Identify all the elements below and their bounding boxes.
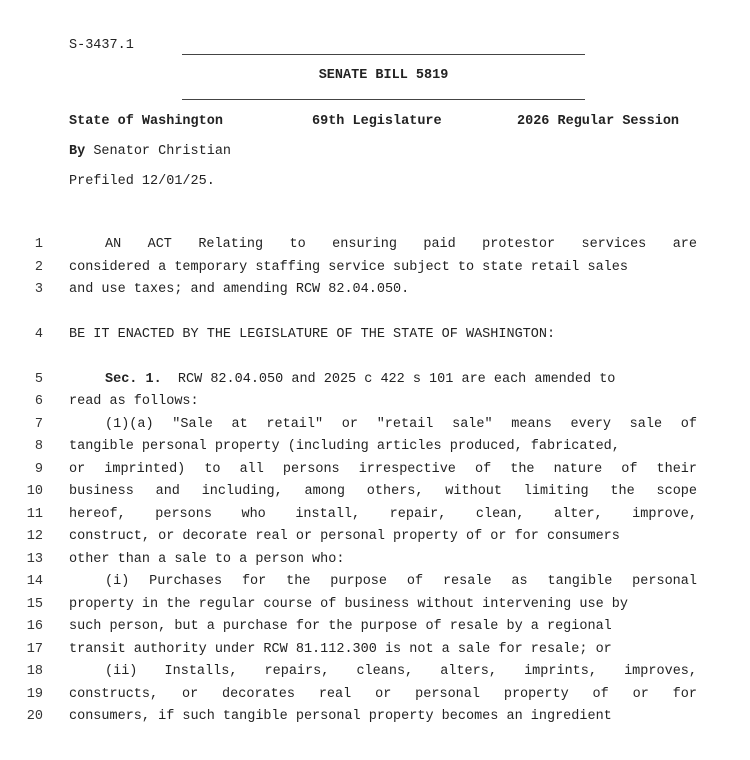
bill-code: S-3437.1 (69, 38, 134, 53)
section-heading: Sec. 1. (105, 372, 162, 387)
line-number: 17 (26, 642, 43, 657)
line-number: 20 (26, 709, 43, 724)
line-number: 12 (26, 529, 43, 544)
line-text: other than a sale to a person who: (69, 552, 345, 567)
state-label: State of Washington (69, 114, 223, 129)
bill-line (0, 417, 750, 433)
line-number: 4 (34, 327, 43, 342)
line-number: 15 (26, 597, 43, 612)
line-number: 8 (34, 439, 43, 454)
bill-line (0, 394, 750, 410)
line-number: 7 (34, 417, 43, 432)
line-number: 19 (26, 687, 43, 702)
line-text: AN ACT Relating to ensuring paid protestor services are (105, 237, 697, 252)
line-number: 11 (26, 507, 43, 522)
line-text: construct, or decorate real or personal property of or for consumers (69, 529, 620, 544)
bill-line (0, 664, 750, 680)
line-text (69, 372, 697, 388)
bill-line (0, 237, 750, 253)
line-text: transit authority under RCW 81.112.300 is not a sale for resale; or (69, 642, 612, 657)
section-text: RCW 82.04.050 and 2025 c 422 s 101 are each amended to (161, 372, 616, 387)
line-number: 9 (34, 462, 43, 477)
bill-title: SENATE BILL 5819 (318, 68, 449, 83)
line-number: 13 (26, 552, 43, 567)
session-label: 2026 Regular Session (517, 114, 680, 129)
line-text: read as follows: (69, 394, 199, 409)
bill-line (0, 260, 750, 276)
line-text: hereof, persons who install, repair, clean, alter, improve, (69, 507, 697, 522)
line-text: tangible personal property (including articles produced, fabricated, (69, 439, 620, 454)
line-text: property in the regular course of business without intervening use by (69, 597, 628, 612)
line-number: 14 (26, 574, 43, 589)
bill-line (0, 709, 750, 725)
line-number: 10 (26, 484, 43, 499)
bill-line (0, 462, 750, 478)
by-label: By (69, 144, 86, 159)
bill-line (0, 372, 750, 388)
legislature-label: 69th Legislature (312, 114, 442, 129)
bill-line (0, 282, 750, 298)
line-number: 16 (26, 619, 43, 634)
line-number: 1 (34, 237, 43, 252)
line-text: considered a temporary staffing service subject to state retail sales (69, 260, 628, 275)
line-text: (ii) Installs, repairs, cleans, alters, imprints, improves, (105, 664, 697, 679)
prefiled-date: Prefiled 12/01/25. (69, 174, 215, 189)
bottom-rule (182, 99, 585, 100)
line-number: 2 (34, 260, 43, 275)
bill-line (0, 619, 750, 635)
bill-line (0, 574, 750, 590)
bill-line (0, 642, 750, 658)
bill-line (0, 507, 750, 523)
bill-line (0, 529, 750, 545)
line-text: or imprinted) to all persons irrespective of the nature of their (69, 462, 697, 477)
bill-line (0, 439, 750, 455)
line-text: (i) Purchases for the purpose of resale as tangible personal (105, 574, 697, 589)
sponsor-name: Senator Christian (93, 144, 232, 159)
bill-line (0, 327, 750, 343)
bill-line (0, 687, 750, 703)
line-number: 5 (34, 372, 43, 387)
bill-line (0, 597, 750, 613)
line-text: constructs, or decorates real or personal property of or for (69, 687, 697, 702)
line-number: 3 (34, 282, 43, 297)
line-number: 6 (34, 394, 43, 409)
sponsor-line (69, 144, 231, 160)
top-rule (182, 54, 585, 55)
line-number: 18 (26, 664, 43, 679)
bill-line (0, 484, 750, 500)
line-text: BE IT ENACTED BY THE LEGISLATURE OF THE STATE OF WASHINGTON: (69, 327, 556, 342)
line-text: business and including, among others, without limiting the scope (69, 484, 697, 499)
bill-line (0, 552, 750, 568)
line-text: consumers, if such tangible personal property becomes an ingredient (69, 709, 612, 724)
line-text: such person, but a purchase for the purpose of resale by a regional (69, 619, 612, 634)
line-text: (1)(a) "Sale at retail" or "retail sale" means every sale of (105, 417, 697, 432)
line-text: and use taxes; and amending RCW 82.04.050. (69, 282, 410, 297)
